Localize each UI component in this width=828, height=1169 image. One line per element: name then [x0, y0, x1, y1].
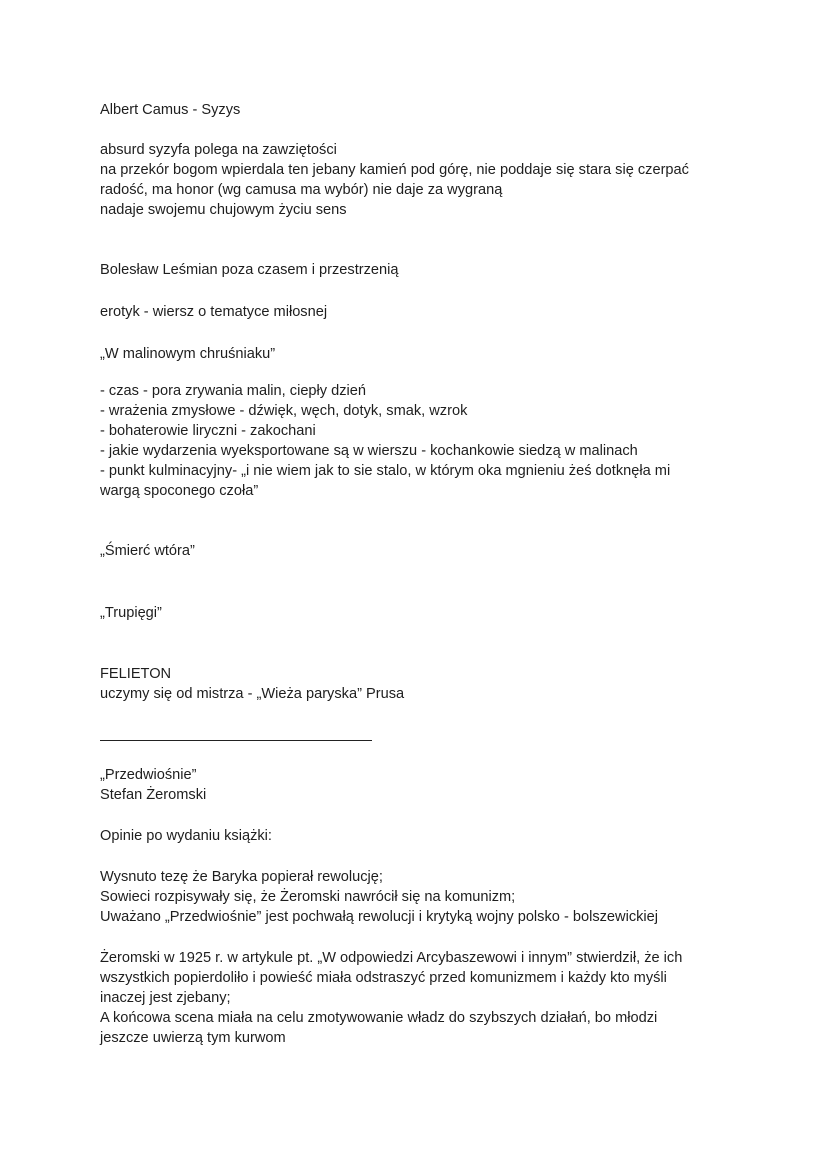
- list-item-cont: wargą spoconego czoła”: [100, 483, 259, 499]
- title-camus: Albert Camus - Syzys: [100, 102, 241, 118]
- poem-title: „W malinowym chruśniaku”: [100, 346, 276, 362]
- text-line: wszystkich popierdoliło i powieść miała odstraszyć przed komunizmem i każdy kto myśli: [100, 970, 667, 986]
- text-line: Opinie po wydaniu książki:: [100, 828, 272, 844]
- text-line: inaczej jest zjebany;: [100, 990, 231, 1006]
- poem-title: „Śmierć wtóra”: [100, 543, 195, 559]
- text-line: jeszcze uwierzą tym kurwom: [100, 1030, 286, 1046]
- text-line: Uważano „Przedwiośnie” jest pochwałą rewolucji i krytyką wojny polsko - bolszewickiej: [100, 909, 659, 925]
- text-line: erotyk - wiersz o tematyce miłosnej: [100, 304, 328, 320]
- list-item: - jakie wydarzenia wyeksportowane są w wierszu - kochankowie siedzą w malinach: [100, 443, 638, 459]
- heading-felieton: FELIETON: [100, 666, 172, 682]
- book-title: „Przedwiośnie”: [100, 767, 197, 783]
- text-line: Wysnuto tezę że Baryka popierał rewolucję;: [100, 869, 383, 885]
- list-item: - bohaterowie liryczni - zakochani: [100, 423, 316, 439]
- poem-title: „Trupięgi”: [100, 605, 162, 621]
- text-line: radość, ma honor (wg camusa ma wybór) nie daje za wygraną: [100, 182, 503, 198]
- list-item: - czas - pora zrywania malin, ciepły dzień: [100, 383, 367, 399]
- text-line: na przekór bogom wpierdala ten jebany kamień pod górę, nie poddaje się stara się czerpać: [100, 162, 689, 178]
- text-line: uczymy się od mistrza - „Wieża paryska” Prusa: [100, 686, 405, 702]
- text-line: absurd syzyfa polega na zawziętości: [100, 142, 337, 158]
- text-line: nadaje swojemu chujowym życiu sens: [100, 202, 347, 218]
- text-line: A końcowa scena miała na celu zmotywowanie władz do szybszych działań, bo młodzi: [100, 1010, 658, 1026]
- list-item: - wrażenia zmysłowe - dźwięk, węch, dotyk, smak, wzrok: [100, 403, 468, 419]
- text-line: Sowieci rozpisywały się, że Żeromski nawrócił się na komunizm;: [100, 889, 516, 905]
- book-author: Stefan Żeromski: [100, 787, 207, 803]
- text-line: Żeromski w 1925 r. w artykule pt. „W odpowiedzi Arcybaszewowi i innym” stwierdził, że ich: [100, 950, 683, 966]
- list-item: - punkt kulminacyjny- „i nie wiem jak to sie stalo, w którym oka mgnieniu żeś dotknęła mi: [100, 463, 671, 479]
- horizontal-divider: [100, 740, 372, 741]
- heading-lesmian: Bolesław Leśmian poza czasem i przestrzenią: [100, 262, 399, 278]
